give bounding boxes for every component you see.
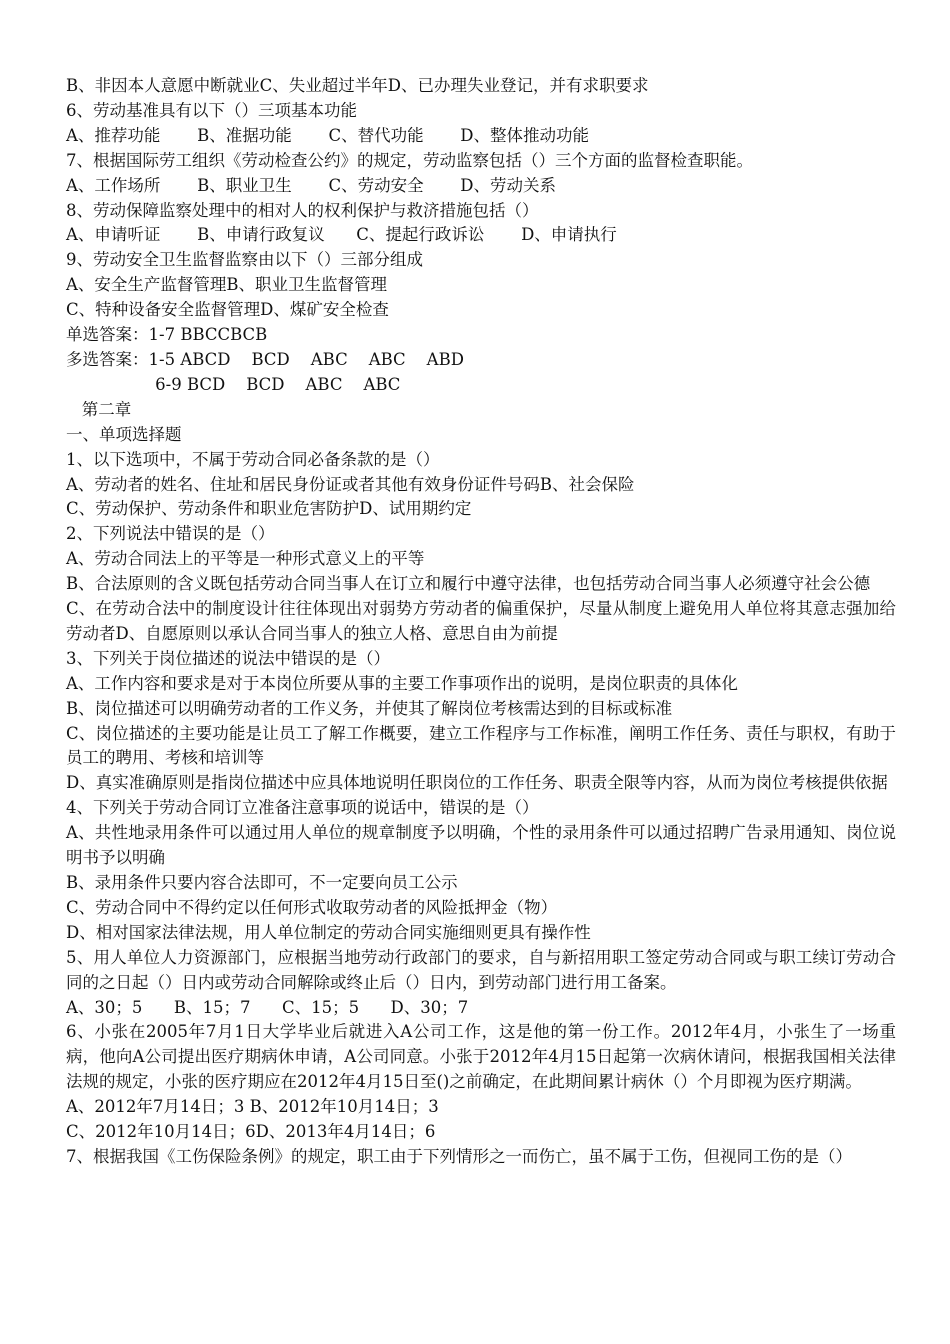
text-line: 4、下列关于劳动合同订立准备注意事项的说话中，错误的是（）	[66, 798, 539, 818]
text-line: C、劳动合同中不得约定以任何形式收取劳动者的风险抵押金（物）	[66, 897, 558, 917]
text-line: 多选答案：1-5 ABCD BCD ABC ABC ABD	[66, 349, 464, 369]
text-line: C、劳动保护、劳动条件和职业危害防护D、试用期约定	[66, 499, 472, 519]
text-line: D、相对国家法律法规，用人单位制定的劳动合同实施细则更具有操作性	[66, 922, 591, 942]
text-line: A、劳动者的姓名、住址和居民身份证或者其他有效身份证件号码B、社会保险	[66, 474, 635, 494]
text-line: C、特种设备安全监督管理D、煤矿安全检查	[66, 300, 389, 320]
text-line: A、劳动合同法上的平等是一种形式意义上的平等	[66, 549, 425, 569]
text-line: A、共性地录用条件可以通过用人单位的规章制度予以明确，个性的录用条件可以通过招聘广告录用通知、岗位说明书予以明确	[66, 823, 896, 868]
text-line: C、2012年10月14日；6D、2013年4月14日；6	[66, 1122, 436, 1142]
text-line: 6-9 BCD BCD ABC ABC	[66, 374, 401, 394]
text-line: 3、下列关于岗位描述的说法中错误的是（）	[66, 648, 390, 668]
text-line: B、岗位描述可以明确劳动者的工作义务，并使其了解岗位考核需达到的目标或标准	[66, 698, 673, 718]
text-line: D、真实准确原则是指岗位描述中应具体地说明任职岗位的工作任务、职责全限等内容，从而为岗位考核提供依据	[66, 773, 888, 793]
text-line: 7、根据我国《工伤保险条例》的规定，职工由于下列情形之一而伤亡，虽不属于工伤，但视同工伤的是（）	[66, 1146, 852, 1166]
text-line: B、录用条件只要内容合法即可，不一定要向员工公示	[66, 873, 458, 892]
text-line: B、非因本人意愿中断就业C、失业超过半年D、已办理失业登记，并有求职要求	[66, 76, 649, 95]
text-line: A、推荐功能 B、准据功能 C、替代功能 D、整体推动功能	[66, 125, 590, 145]
text-line: 7、根据国际劳工组织《劳动检查公约》的规定，劳动监察包括（）三个方面的监督检查职能。	[66, 150, 753, 170]
text-line: 单选答案：1-7 BBCCBCB	[66, 325, 268, 345]
text-line: C、岗位描述的主要功能是让员工了解工作概要，建立工作程序与工作标准，阐明工作任务、责任与职权，有助于员工的聘用、考核和培训等	[66, 723, 896, 768]
text-line: 一、单项选择题	[66, 424, 182, 444]
text-line: 9、劳动安全卫生监督监察由以下（）三部分组成	[66, 250, 423, 270]
text-line: A、工作场所 B、职业卫生 C、劳动安全 D、劳动关系	[66, 175, 557, 195]
text-line: A、安全生产监督管理B、职业卫生监督管理	[66, 275, 388, 295]
text-line: 5、用人单位人力资源部门，应根据当地劳动行政部门的要求，自与新招用职工签定劳动合同或与职工续订劳动合同的之日起（）日内或劳动合同解除或终止后（）日内，到劳动部门进行用工备案。	[66, 947, 896, 992]
text-line: A、2012年7月14日；3 B、2012年10月14日；3	[66, 1097, 439, 1117]
text-line: 第二章	[66, 399, 132, 419]
text-line: 8、劳动保障监察处理中的相对人的权利保护与救济措施包括（）	[66, 200, 539, 220]
text-line: 6、小张在2005年7月1日大学毕业后就进入A公司工作，这是他的第一份工作。2012年4月，小张生了一场重病，他向A公司提出医疗期病休申请，A公司同意。小张于2012年4月15日起第一次病休请问，根据我国相关法律法规的规定，小张的医疗期应在2012年4月15日至()之前确定，在此期间累计病休（）个月即视为医疗期满。	[66, 1022, 896, 1092]
text-line: 6、劳动基准具有以下（）三项基本功能	[66, 100, 357, 120]
text-line: A、申请听证 B、申请行政复议 C、提起行政诉讼 D、申请执行	[66, 225, 617, 245]
document-page	[66, 74, 896, 1170]
text-line: C、在劳动合法中的制度设计往往体现出对弱势方劳动者的偏重保护，尽量从制度上避免用人单位将其意志强加给劳动者D、自愿原则以承认合同当事人的独立人格、意思自由为前提	[66, 599, 896, 643]
text-line: B、合法原则的含义既包括劳动合同当事人在订立和履行中遵守法律，也包括劳动合同当事人必须遵守社会公德	[66, 574, 871, 594]
text-line: 1、以下选项中，不属于劳动合同必备条款的是（）	[66, 449, 440, 469]
text-line: A、工作内容和要求是对于本岗位所要从事的主要工作事项作出的说明，是岗位职责的具体化	[66, 673, 738, 693]
text-line: A、30；5 B、15；7 C、15；5 D、30；7	[66, 997, 469, 1017]
text-line: 2、下列说法中错误的是（）	[66, 524, 275, 544]
